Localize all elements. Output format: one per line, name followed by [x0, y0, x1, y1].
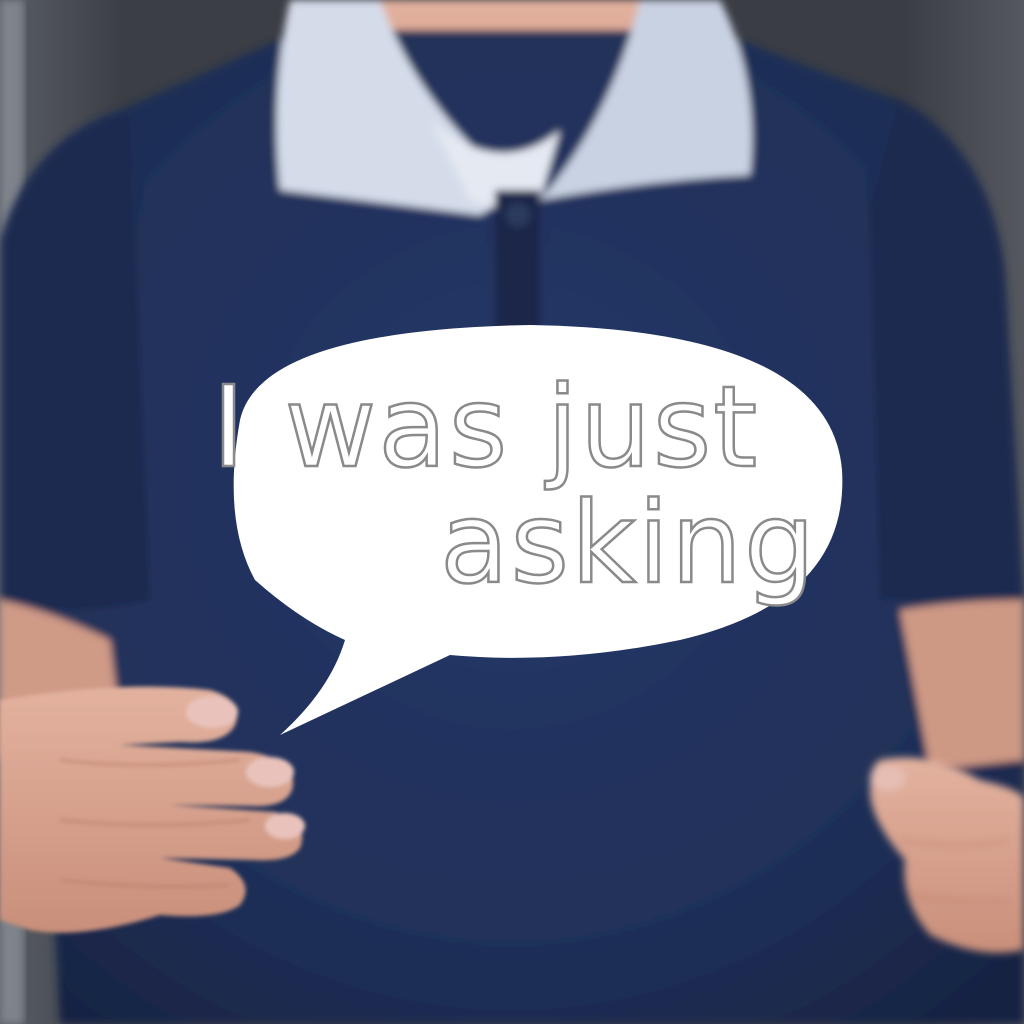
speech-bubble-line-1: I was just: [212, 363, 760, 493]
shirt-button: [506, 203, 530, 227]
speech-bubble-line-2: asking: [440, 479, 818, 609]
